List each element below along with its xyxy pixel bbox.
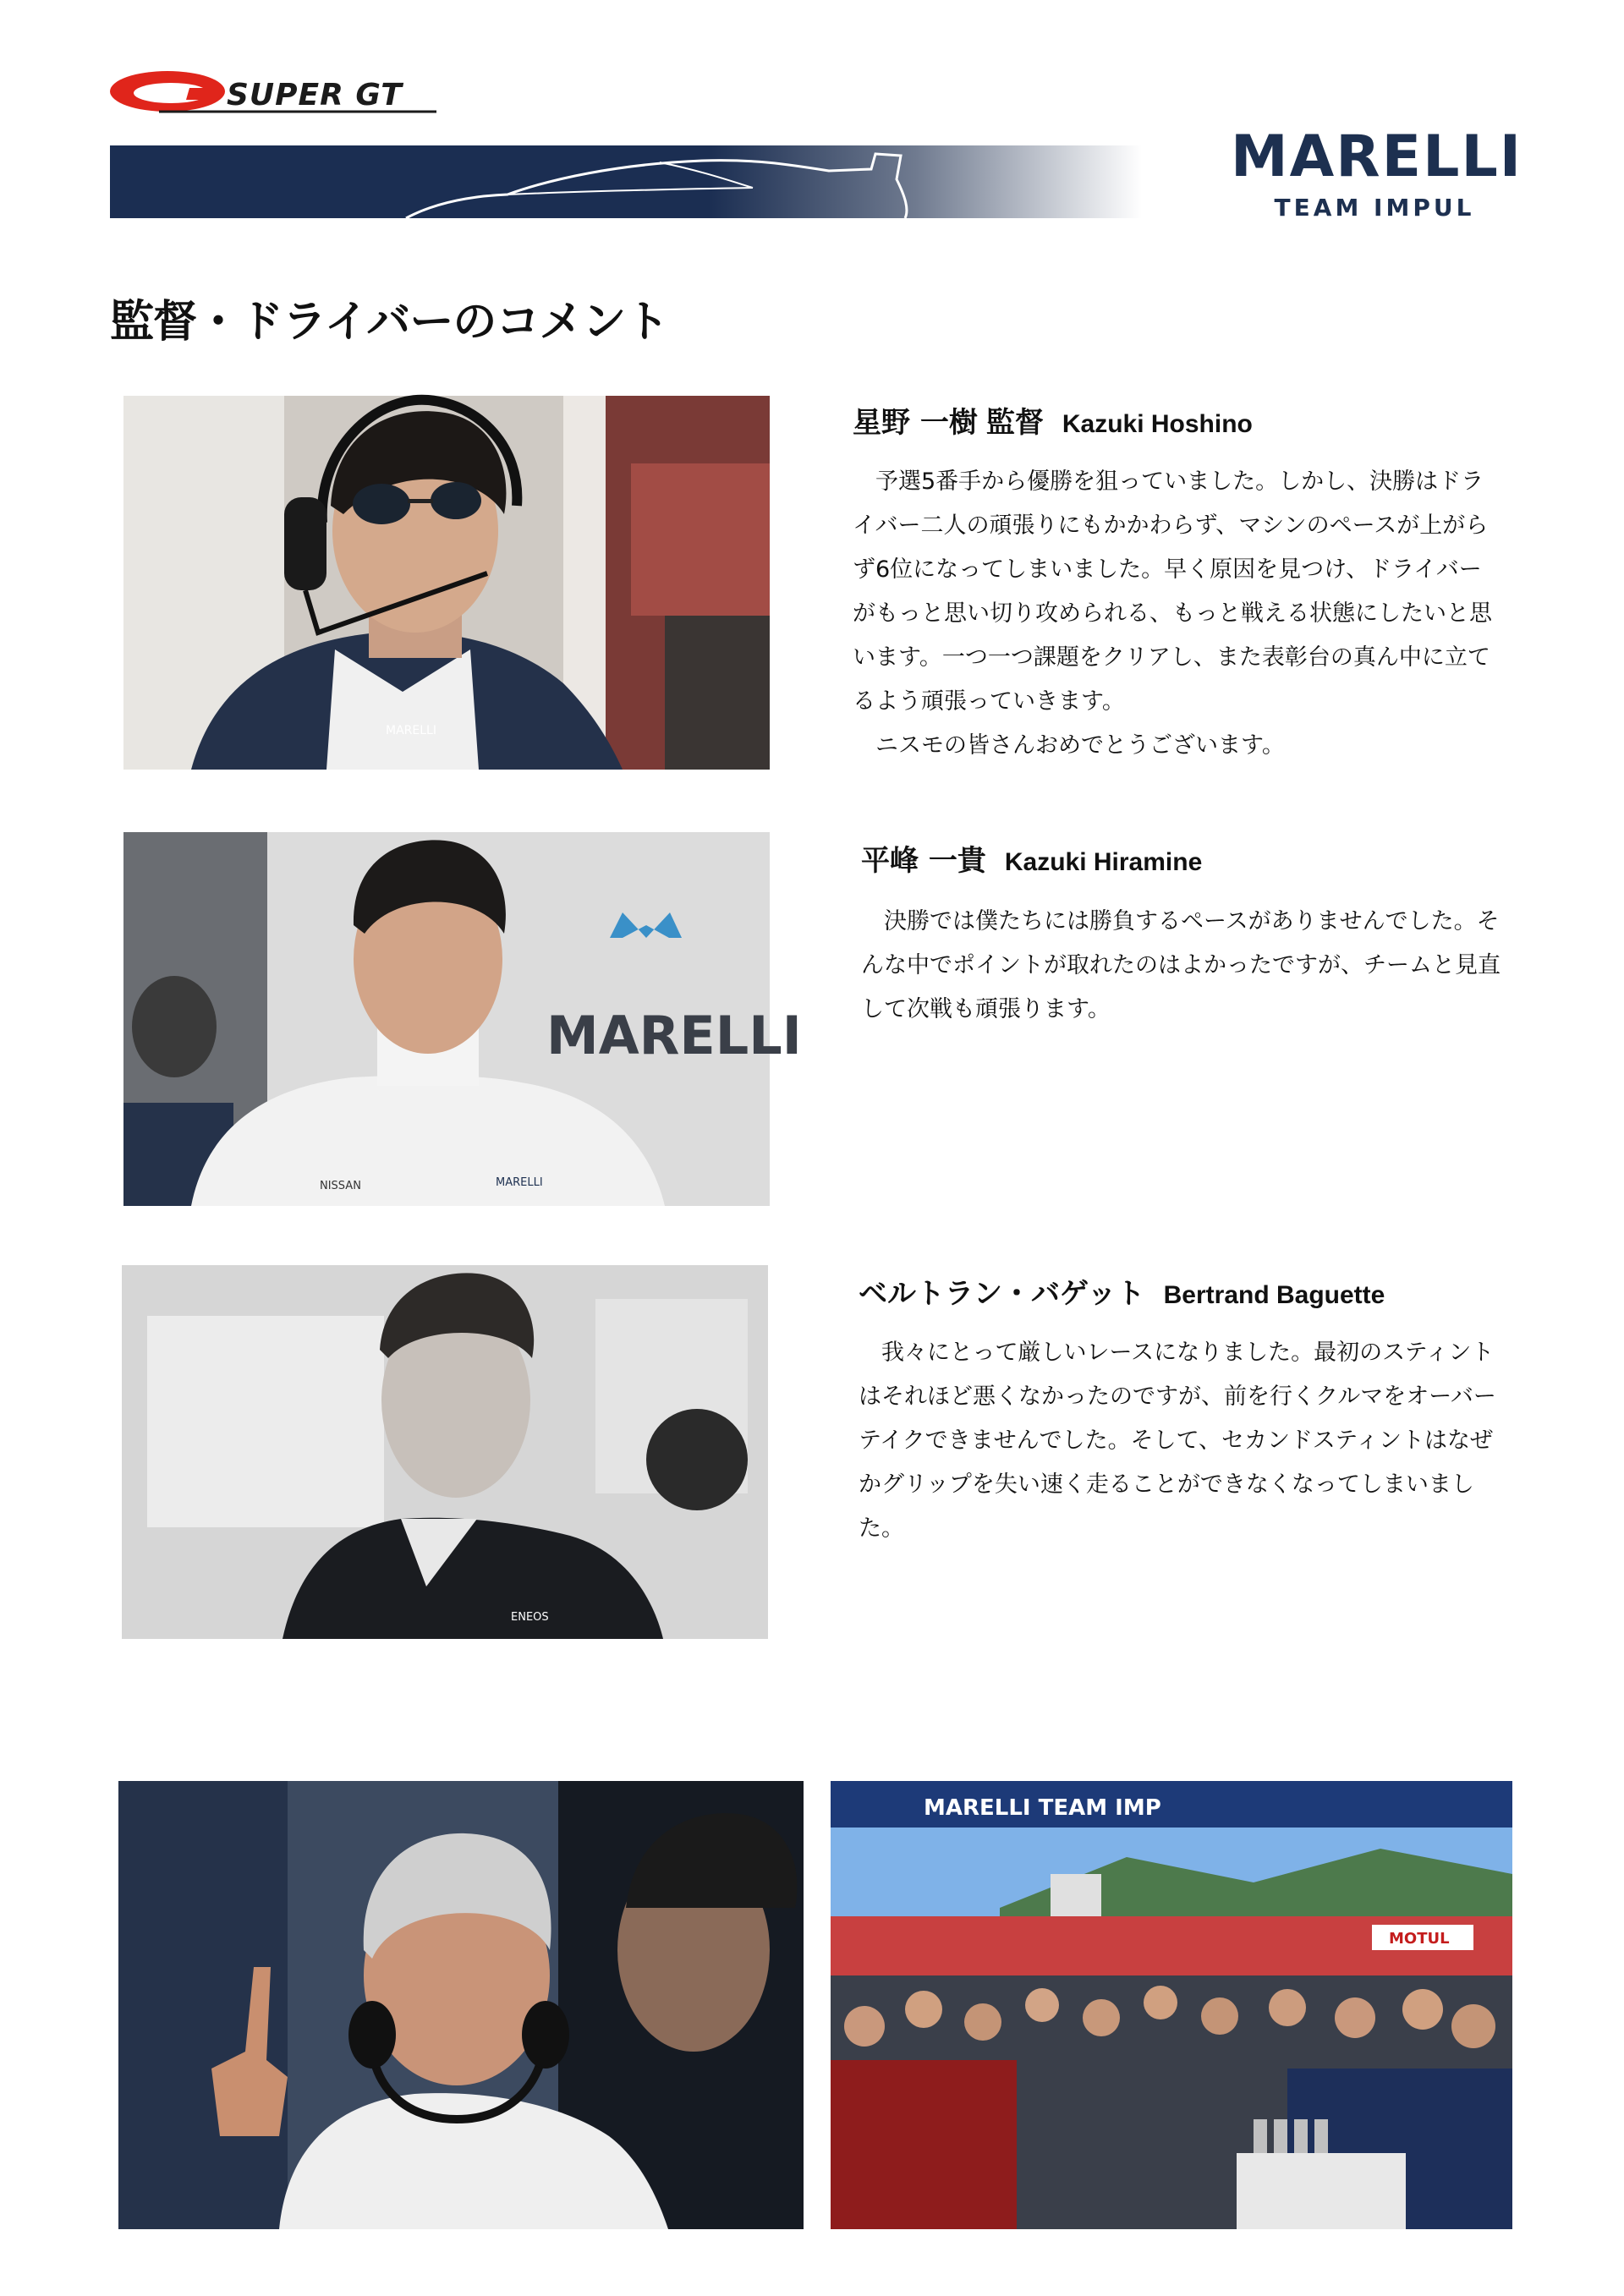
comment-body-hiramine	[861, 900, 1504, 1032]
comment-paragraph: 決勝では僕たちには勝負するペースがありませんでした。そんな中でポイントが取れたのはよかったですが、チームと見直して次戦も頑張ります。	[861, 908, 1501, 1022]
header-banner	[110, 145, 1142, 218]
comment-header-hiramine	[861, 837, 1202, 879]
photo-bertrand-baguette	[122, 1265, 768, 1639]
photo-kazuki-hoshino	[123, 396, 770, 770]
name-jp: 平峰 一貴	[861, 844, 986, 878]
photo-kazuki-hiramine	[123, 832, 802, 1206]
svg-text:MARELLI: MARELLI	[496, 1176, 543, 1189]
comment-header-hoshino	[853, 399, 1253, 441]
svg-text:MARELLI: MARELLI	[386, 724, 436, 737]
name-en: Kazuki Hiramine	[1004, 848, 1203, 876]
svg-text:MARELLI TEAM IMP: MARELLI TEAM IMP	[924, 1795, 1161, 1821]
page-title: 監督・ドライバーのコメント	[110, 297, 669, 348]
photo-pit-crowd	[831, 1781, 1512, 2229]
svg-text:NISSAN: NISSAN	[320, 1180, 361, 1192]
name-en: Bertrand Baguette	[1163, 1281, 1385, 1309]
role-label: 監督	[985, 406, 1044, 440]
name-jp: ベルトラン・バゲット	[859, 1277, 1145, 1311]
svg-text:ENEOS: ENEOS	[511, 1611, 549, 1624]
comment-header-baguette	[859, 1270, 1385, 1312]
team-impul-logo: TEAM IMPUL	[1274, 194, 1475, 222]
comment-body-baguette	[859, 1331, 1501, 1551]
super-gt-wordmark: SUPER GT	[227, 78, 403, 112]
car-silhouette-icon	[110, 145, 1142, 218]
name-jp: 星野 一樹	[853, 406, 978, 440]
svg-text:MARELLI: MARELLI	[546, 1005, 802, 1066]
comment-paragraph: 予選5番手から優勝を狙っていました。しかし、決勝はドライバー二人の頑張りにもかかわらず、マシンのペースが上がらず6位になってしまいました。早く原因を見つけ、ドライバーがもっと思い切り攻められる、もっと戦える状態にしたいと思います。一つ一つ課題をクリアし、また表彰台の真ん中に立てるよう頑張っていきます。	[853, 469, 1492, 715]
comment-paragraph: ニスモの皆さんおめでとうございます。	[875, 732, 1285, 759]
name-en: Kazuki Hoshino	[1062, 410, 1253, 438]
comment-body-hoshino	[853, 460, 1495, 768]
photo-team-senior-figure	[118, 1781, 804, 2229]
marelli-logo: MARELLI	[1231, 123, 1523, 190]
comment-paragraph: 我々にとって厳しいレースになりました。最初のスティントはそれほど悪くなかったのですが、前を行くクルマをオーバーテイクできませんでした。そして、セカンドスティントはなぜかグリップを失い速く走ることができなくなってしまいました。	[859, 1340, 1496, 1542]
svg-text:MOTUL: MOTUL	[1389, 1930, 1450, 1948]
